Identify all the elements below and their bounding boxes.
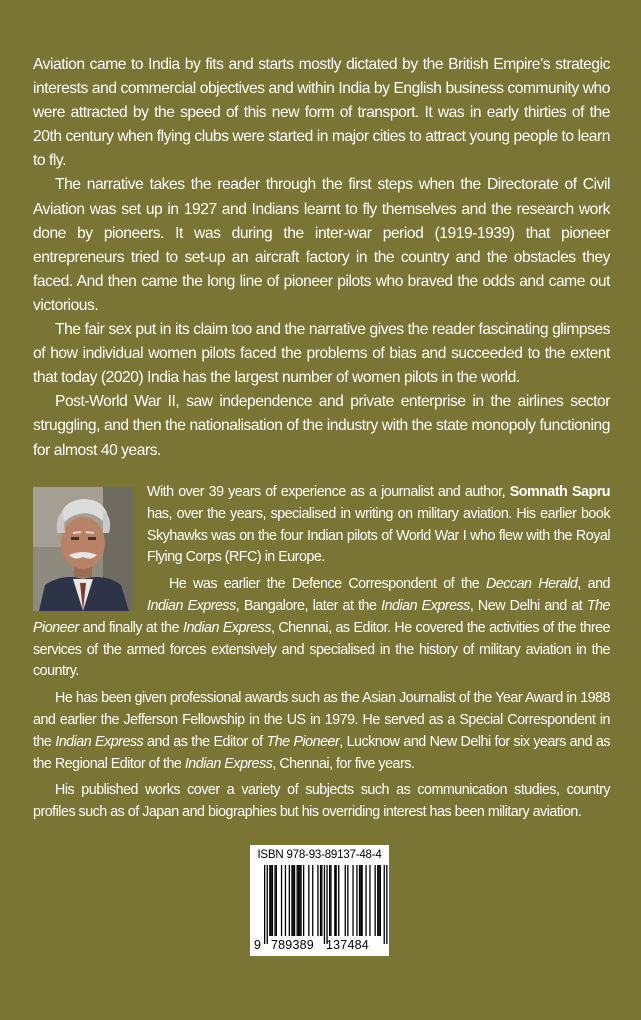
barcode-bar xyxy=(320,865,321,936)
barcode-bar xyxy=(386,865,387,944)
barcode-bar xyxy=(317,865,318,936)
barcode-digits-right: 137484 xyxy=(326,938,369,952)
barcode-bar xyxy=(272,865,273,936)
barcode-bar xyxy=(356,865,357,936)
barcode-bar xyxy=(365,865,366,936)
barcode-bar xyxy=(274,865,275,936)
synopsis-paragraph-3: The fair sex put in its claim too and the narrative gives the reader fascinating glimpses of how individual women pilots faced the problems of bias and succeeded to the extent that today (2020) India has the largest number of women pilots in the world. xyxy=(33,321,610,387)
barcode-digits-left: 789389 xyxy=(271,938,314,952)
barcode-bar xyxy=(334,865,335,936)
barcode-bar xyxy=(329,865,330,936)
barcode-bar xyxy=(345,865,346,936)
bio-paragraph-3: He has been given professional awards such as the Asian Journalist of the Year Award in 1988 and earlier the Jefferson Fellowship in the US in 1979. He served as a Special Correspondent in the Indian Express and as the Editor of The Pioneer, Lucknow and New Delhi for six years and as the Regional Editor of the Indian Express, Chennai, for five years. xyxy=(33,690,610,772)
synopsis-paragraph-1: Aviation came to India by fits and starts mostly dictated by the British Empire’s strategic interests and commercial objectives and within India by English business community who were attracted by the speed of this new form of transport. It was in early thirties of the 20th century when flying clubs were started in major cities to attract young people to learn to fly. xyxy=(33,56,610,170)
author-bio xyxy=(33,482,610,829)
barcode-bar xyxy=(347,865,348,936)
barcode-bar xyxy=(299,865,300,936)
barcode-bar xyxy=(324,865,325,944)
barcode-bar xyxy=(375,865,376,936)
synopsis-paragraph-4: Post-World War II, saw independence and private enterprise in the airlines sector struggling, and then the nationalisation of the industry with the state monopoly functioning for almost 40 years. xyxy=(33,393,610,459)
author-name: Somnath Sapru xyxy=(509,484,610,500)
barcode-bar xyxy=(321,865,322,936)
barcode-bar xyxy=(267,865,268,944)
barcode-bar xyxy=(336,865,337,936)
barcode-bar xyxy=(377,865,378,936)
barcode-bar xyxy=(298,865,299,936)
author-photo xyxy=(33,487,133,611)
barcode-bar xyxy=(362,865,363,936)
synopsis xyxy=(33,53,610,463)
barcode-bar xyxy=(294,865,295,936)
barcode-bar xyxy=(293,865,294,936)
barcode-bar xyxy=(291,865,292,936)
isbn-label: ISBN 978-93-89137-48-4 xyxy=(257,849,382,861)
barcode-bar xyxy=(264,865,265,944)
barcode-bar xyxy=(308,865,309,936)
barcode-bar xyxy=(300,865,301,936)
barcode-bar xyxy=(352,865,353,936)
barcode-bar xyxy=(281,865,282,936)
barcode-bar xyxy=(326,865,327,944)
barcode-bar xyxy=(359,865,360,936)
bio-paragraph-1: With over 39 years of experience as a journalist and author, Somnath Sapru has, over the years, specialised in writing on military aviation. His earlier book Skyhawks was on the four Indian pilots of World War I who flew with the Royal Flying Corps (RFC) in Europe. xyxy=(147,484,610,566)
barcode-bar xyxy=(378,865,379,936)
barcode-bar xyxy=(271,865,272,936)
barcode-bar xyxy=(384,865,385,944)
barcode-bar xyxy=(276,865,277,936)
barcode-bar xyxy=(338,865,339,936)
barcode-bar xyxy=(269,865,270,936)
barcode-bar xyxy=(285,865,286,936)
barcode-bar xyxy=(297,865,298,936)
isbn-barcode xyxy=(250,845,389,956)
barcode-bar xyxy=(312,865,313,936)
barcode-bar xyxy=(380,865,381,936)
barcode-bar xyxy=(369,865,370,936)
barcode-bar xyxy=(289,865,290,936)
barcode-digit-first: 9 xyxy=(254,938,262,952)
bio-paragraph-4: His published works cover a variety of subjects such as communication studies, country profiles such as of Japan and biographies but his overriding interest has been military aviation. xyxy=(33,782,610,821)
bio-paragraph-2: He was earlier the Defence Correspondent of the Deccan Herald, and Indian Express, Bangalore, later at the Indian Express, New Delhi and at The Pioneer and finally at the Indian Express, Chennai, as Editor. He covered the activities of the three services of the armed forces extensively and specialised in the history of military aviation in the country. xyxy=(33,576,611,680)
barcode-bar xyxy=(360,865,361,936)
synopsis-paragraph-2: The narrative takes the reader through the first steps when the Directorate of Civil Aviation was set up in 1927 and Indians learnt to fly themselves and the research work done by pioneers. It was during the inter-war period (1919-1939) that pioneer entrepreneurs tried to set-up an aircraft factory in the country and the obstacles they faced. And then came the long line of pioneer pilots who braved the odds and came out victorious. xyxy=(33,176,610,314)
barcode-bar xyxy=(330,865,331,936)
barcode-bar xyxy=(303,865,304,936)
